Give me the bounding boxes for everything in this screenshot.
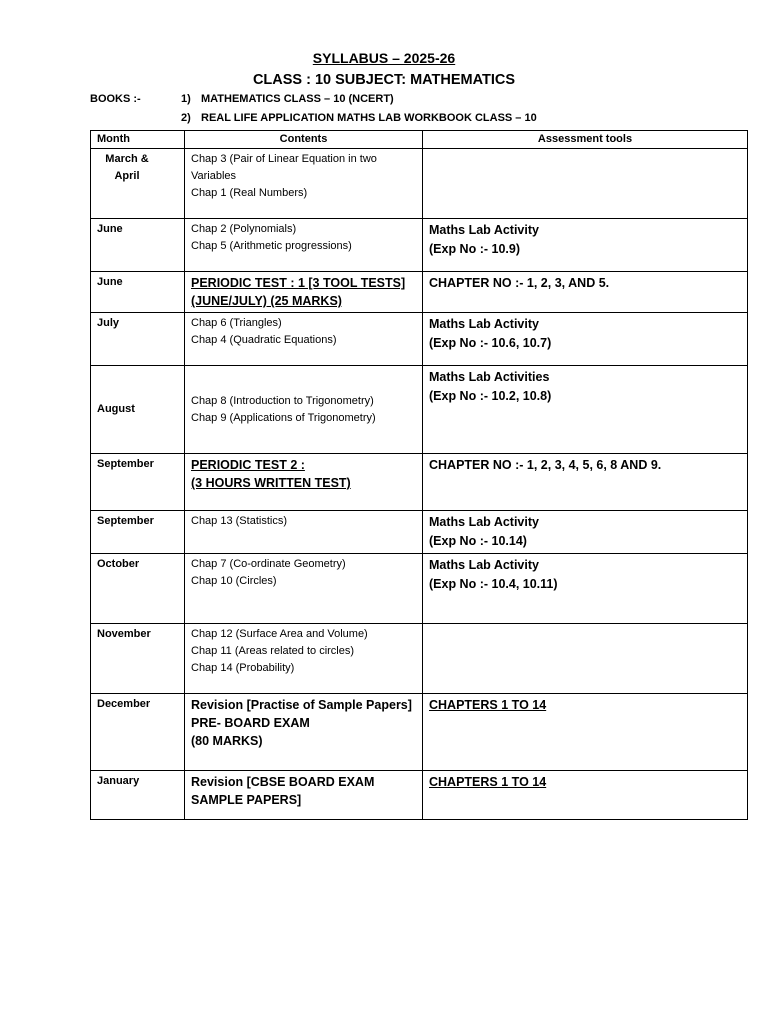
content-line: Chap 4 (Quadratic Equations) <box>191 334 337 346</box>
month-line: March & <box>105 153 149 165</box>
contents-cell <box>185 694 423 771</box>
tool-line: Maths Lab Activity <box>429 558 539 572</box>
content-line: PERIODIC TEST : 1 [3 TOOL TESTS] <box>191 276 406 290</box>
header-assessment-tools: Assessment tools <box>423 131 748 149</box>
month-cell: November <box>91 624 185 694</box>
month-cell: August <box>91 366 185 454</box>
tools-cell <box>423 149 748 219</box>
content-line: Chap 11 (Areas related to circles) <box>191 645 355 657</box>
tool-line: (Exp No :- 10.2, 10.8) <box>429 389 552 403</box>
content-line: Chap 3 (Pair of Linear Equation in two Variables <box>191 153 377 182</box>
contents-cell <box>185 313 423 366</box>
table-row <box>91 554 748 624</box>
contents-cell <box>185 554 423 624</box>
tools-cell <box>423 366 748 454</box>
content-line: Chap 12 (Surface Area and Volume) <box>191 628 368 640</box>
content-line: (3 HOURS WRITTEN TEST) <box>191 476 351 490</box>
content-line: Chap 1 (Real Numbers) <box>191 187 308 199</box>
content-line: Chap 9 (Applications of Trigonometry) <box>191 411 376 424</box>
content-line: Chap 8 (Introduction to Trigonometry) <box>191 394 374 407</box>
table-row <box>91 694 748 771</box>
tools-cell <box>423 454 748 511</box>
header-month: Month <box>91 131 185 149</box>
month-cell: October <box>91 554 185 624</box>
tool-line: (Exp No :- 10.9) <box>429 242 520 256</box>
header-contents: Contents <box>185 131 423 149</box>
contents-cell <box>185 219 423 272</box>
tool-line: CHAPTER NO :- 1, 2, 3, 4, 5, 6, 8 AND 9. <box>429 458 662 472</box>
tools-cell <box>423 313 748 366</box>
contents-cell <box>185 149 423 219</box>
table-row <box>91 149 748 219</box>
month-line: April <box>114 170 140 182</box>
book-item-number: 2) <box>181 112 191 124</box>
table-row <box>91 366 748 454</box>
content-line: Chap 14 (Probability) <box>191 662 295 674</box>
tool-line: Maths Lab Activity <box>429 317 539 331</box>
tool-line: Maths Lab Activity <box>429 223 539 237</box>
month-cell: June <box>91 272 185 313</box>
content-line: (80 MARKS) <box>191 734 263 748</box>
contents-cell <box>185 511 423 554</box>
syllabus-table <box>90 130 748 820</box>
tools-cell <box>423 554 748 624</box>
month-cell: June <box>91 219 185 272</box>
document-title: SYLLABUS – 2025-26 <box>312 50 456 66</box>
tool-line: CHAPTER NO :- 1, 2, 3, AND 5. <box>429 276 610 290</box>
tool-line: (Exp No :- 10.4, 10.11) <box>429 577 558 591</box>
table-row <box>91 454 748 511</box>
book-item-text: REAL LIFE APPLICATION MATHS LAB WORKBOOK CLASS – 10 <box>201 112 537 124</box>
month-cell: September <box>91 511 185 554</box>
contents-cell <box>185 366 423 454</box>
content-line: (JUNE/JULY) (25 MARKS) <box>191 294 342 308</box>
tool-line: (Exp No :- 10.6, 10.7) <box>429 336 552 350</box>
contents-cell <box>185 771 423 820</box>
tool-line: Maths Lab Activity <box>429 515 539 529</box>
tools-cell <box>423 624 748 694</box>
tools-cell <box>423 694 748 771</box>
content-line: Chap 7 (Co-ordinate Geometry) <box>191 558 346 570</box>
tool-line: CHAPTERS 1 TO 14 <box>429 698 547 712</box>
month-cell <box>91 149 185 219</box>
content-line: Chap 10 (Circles) <box>191 575 277 587</box>
month-cell: July <box>91 313 185 366</box>
tools-cell <box>423 771 748 820</box>
tools-cell <box>423 219 748 272</box>
contents-cell <box>185 272 423 313</box>
tool-line: Maths Lab Activities <box>429 370 550 384</box>
month-cell: January <box>91 771 185 820</box>
tools-cell <box>423 511 748 554</box>
month-cell: September <box>91 454 185 511</box>
table-row <box>91 624 748 694</box>
contents-cell <box>185 454 423 511</box>
table-row <box>91 511 748 554</box>
content-line: Revision [Practise of Sample Papers] <box>191 698 412 712</box>
table-row <box>91 771 748 820</box>
document-subtitle: CLASS : 10 SUBJECT: MATHEMATICS <box>252 72 516 88</box>
tools-cell <box>423 272 748 313</box>
content-line: Chap 5 (Arithmetic progressions) <box>191 240 352 252</box>
tool-line: CHAPTERS 1 TO 14 <box>429 775 547 789</box>
table-row <box>91 219 748 272</box>
table-header-row <box>91 131 748 149</box>
content-line: Chap 2 (Polynomials) <box>191 223 297 235</box>
month-cell: December <box>91 694 185 771</box>
content-line: Revision [CBSE BOARD EXAM SAMPLE PAPERS] <box>191 775 375 807</box>
book-item-1 <box>181 93 394 105</box>
content-line: PRE- BOARD EXAM <box>191 716 310 730</box>
table-row <box>91 272 748 313</box>
content-line: Chap 13 (Statistics) <box>191 515 287 527</box>
table-row <box>91 313 748 366</box>
content-line: Chap 6 (Triangles) <box>191 317 282 329</box>
contents-cell <box>185 624 423 694</box>
book-item-text: MATHEMATICS CLASS – 10 (NCERT) <box>201 93 394 105</box>
content-line: PERIODIC TEST 2 : <box>191 458 305 472</box>
tool-line: (Exp No :- 10.14) <box>429 534 527 548</box>
books-label: BOOKS :- <box>90 93 141 105</box>
book-item-2 <box>181 112 537 124</box>
book-item-number: 1) <box>181 93 191 105</box>
